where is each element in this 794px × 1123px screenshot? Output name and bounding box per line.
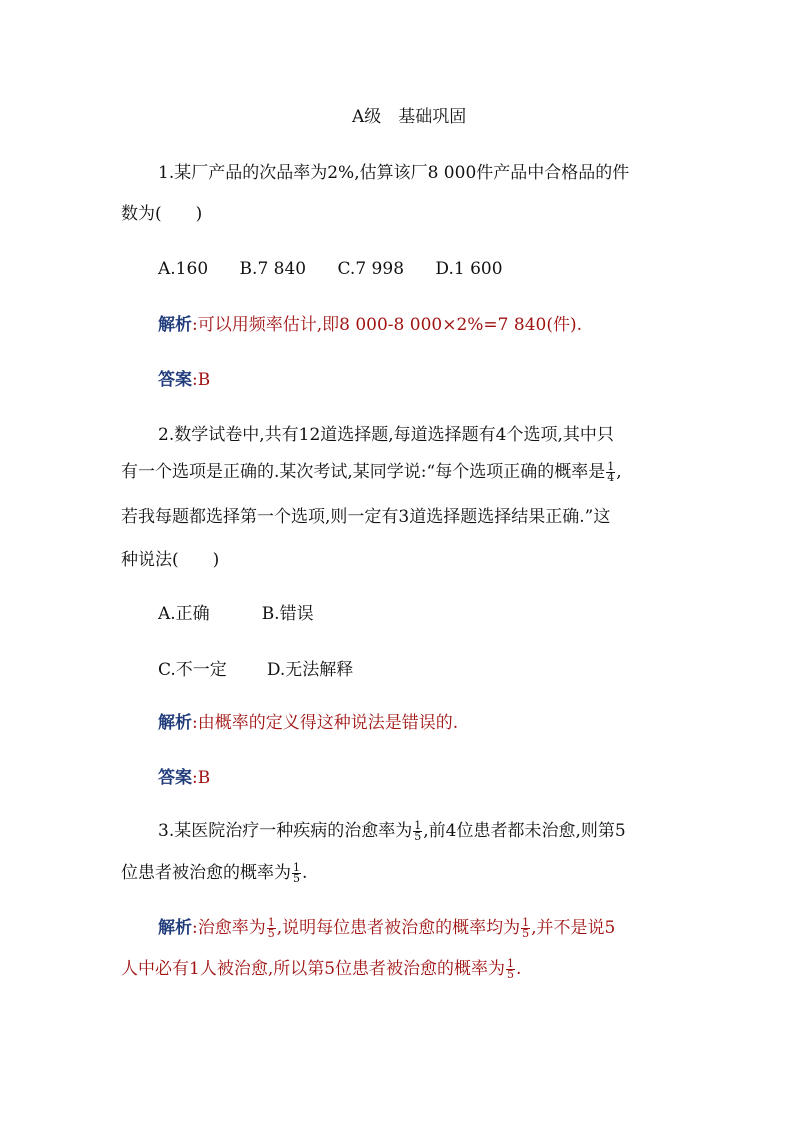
q2-fraction-denominator: 4 xyxy=(607,471,615,484)
q2-option-b: B.错误 xyxy=(261,604,314,624)
q3-stem-line1-end: ,前4位患者都未治愈,则第5 xyxy=(423,821,626,841)
q1-answer-value: :B xyxy=(192,370,211,390)
q1-analysis-label: 解析 xyxy=(158,315,192,335)
q2-stem-line2-text: 有一个选项是正确的.某次考试,某同学说:“每个选项正确的概率是 xyxy=(121,462,606,482)
q3-stem-line2 xyxy=(121,862,307,884)
q1-option-b: B.7 840 xyxy=(239,259,307,279)
q1-analysis-text: :可以用频率估计,即8 000-8 000×2%=7 840(件). xyxy=(192,315,583,335)
q3-analysis-fraction-1-numerator: 1 xyxy=(267,916,275,929)
q2-answer-label: 答案 xyxy=(158,768,192,788)
q3-analysis-label: 解析 xyxy=(158,918,192,938)
q3-analysis-fraction-2 xyxy=(521,918,530,939)
q3-analysis-text-a: :治愈率为 xyxy=(192,918,266,938)
q3-analysis-fraction-2-numerator: 1 xyxy=(522,916,530,929)
q3-answer-fraction-denominator: 5 xyxy=(293,872,300,885)
q2-stem-line2-end: , xyxy=(616,462,622,482)
q3-stem-line2-end: . xyxy=(302,863,308,883)
q1-option-a: A.160 xyxy=(158,259,209,279)
q3-analysis-fraction-1 xyxy=(267,918,276,939)
q2-options-row2 xyxy=(158,659,353,681)
q2-stem-line1: 2.数学试卷中,共有12道选择题,每道选择题有4个选项,其中只 xyxy=(158,425,614,445)
q3-analysis-line1 xyxy=(158,917,615,939)
q3-analysis-fraction-3-numerator: 1 xyxy=(507,957,515,970)
q3-analysis-text-e: . xyxy=(516,959,522,979)
q3-analysis-text-d: 人中必有1人被治愈,所以第5位患者被治愈的概率为 xyxy=(121,959,506,979)
q2-fraction xyxy=(606,462,615,483)
q2-stem-line3: 若我每题都选择第一个选项,则一定有3道选择题选择结果正确.”这 xyxy=(121,507,611,527)
q2-option-a: A.正确 xyxy=(158,604,210,624)
q3-analysis-fraction-1-denominator: 5 xyxy=(267,927,275,940)
q2-fraction-numerator: 1 xyxy=(607,460,615,473)
q2-answer-value: :B xyxy=(192,768,211,788)
q3-analysis-fraction-3 xyxy=(506,959,515,980)
q3-fraction-numerator: 1 xyxy=(414,819,422,832)
q2-stem-line4: 种说法( ) xyxy=(121,550,220,570)
q2-answer xyxy=(158,767,210,789)
q2-option-d: D.无法解释 xyxy=(266,660,354,680)
q3-stem-line2-text: 位患者被治愈的概率为 xyxy=(121,863,291,883)
q3-stem-line1 xyxy=(158,820,626,842)
q2-options-row1 xyxy=(158,603,314,625)
q1-answer-label: 答案 xyxy=(158,370,192,390)
q1-stem-line2: 数为( ) xyxy=(121,204,203,224)
q1-stem-line1: 1.某厂产品的次品率为2%,估算该厂8 000件产品中合格品的件 xyxy=(158,163,630,183)
q2-analysis-text: :由概率的定义得这种说法是错误的. xyxy=(192,713,459,733)
q3-analysis-fraction-2-denominator: 5 xyxy=(522,927,530,940)
q3-fraction xyxy=(413,821,422,842)
q1-option-d: D.1 600 xyxy=(435,259,503,279)
q3-analysis-text-c: ,并不是说5 xyxy=(531,918,616,938)
q2-analysis-label: 解析 xyxy=(158,713,192,733)
q1-options xyxy=(158,258,503,280)
section-title: A级 基础巩固 xyxy=(352,107,467,127)
q3-analysis-text-b: ,说明每位患者被治愈的概率均为 xyxy=(276,918,521,938)
q3-answer-fraction-numerator: 1 xyxy=(293,861,300,874)
q2-analysis xyxy=(158,712,458,734)
q2-option-c: C.不一定 xyxy=(158,660,227,680)
q2-stem-line2 xyxy=(121,461,622,483)
q3-analysis-fraction-3-denominator: 5 xyxy=(507,968,515,981)
q1-answer xyxy=(158,369,210,391)
q1-analysis xyxy=(158,314,582,336)
q3-stem-line1-text: 3.某医院治疗一种疾病的治愈率为 xyxy=(158,821,413,841)
q3-analysis-line2 xyxy=(121,958,521,980)
q3-answer-fraction xyxy=(292,863,301,884)
q3-fraction-denominator: 5 xyxy=(414,830,422,843)
q1-option-c: C.7 998 xyxy=(337,259,405,279)
